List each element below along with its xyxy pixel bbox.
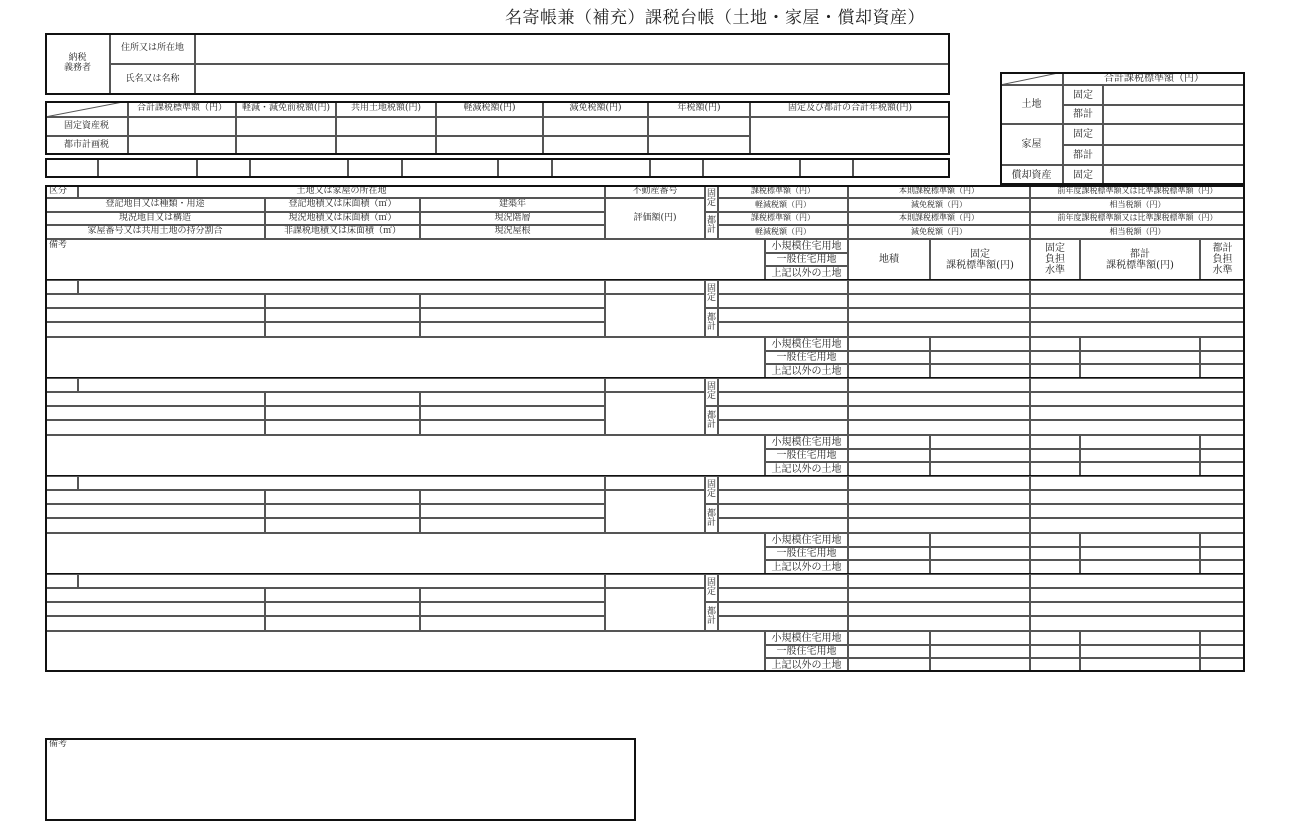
block-remarks-field[interactable]: [45, 337, 765, 378]
land-type-label: 上記以外の土地: [765, 658, 848, 672]
land-type-label: 一般住宅用地: [765, 253, 848, 266]
property-field[interactable]: [45, 294, 265, 308]
summary-header: 年税額(円): [648, 101, 750, 117]
block-remarks-field[interactable]: [45, 631, 765, 672]
strip-cell[interactable]: [402, 158, 498, 178]
remarks-label: 備考: [45, 239, 765, 280]
tax-field[interactable]: [848, 406, 1030, 420]
tax-field[interactable]: [848, 280, 1030, 294]
property-field[interactable]: [45, 392, 265, 406]
property-field[interactable]: [420, 392, 605, 406]
location-field[interactable]: [78, 574, 605, 588]
totals-subcategory: 固定: [1063, 124, 1103, 145]
form-title: 名寄帳兼（補充）課税台帳（土地・家屋・償却資産）: [505, 8, 925, 28]
tax-field[interactable]: [1030, 504, 1245, 518]
city-label: 都 計: [705, 308, 718, 337]
tax-field[interactable]: [1030, 392, 1245, 406]
tax-field[interactable]: [718, 616, 848, 631]
land-type-label: 上記以外の土地: [765, 266, 848, 280]
tax-field[interactable]: [1030, 518, 1245, 533]
land-value-field[interactable]: [1200, 658, 1245, 672]
summary-value[interactable]: [128, 136, 236, 155]
land-value-field[interactable]: [1200, 547, 1245, 560]
summary-value[interactable]: [648, 136, 750, 155]
totals-subcategory: 固定: [1063, 85, 1103, 105]
property-field[interactable]: [45, 504, 265, 518]
land-value-field[interactable]: [1200, 364, 1245, 378]
strip-cell[interactable]: [98, 158, 197, 178]
strip-cell[interactable]: [348, 158, 402, 178]
totals-value[interactable]: [1103, 145, 1245, 165]
land-value-field[interactable]: [1080, 337, 1200, 351]
tax-field[interactable]: [718, 392, 848, 406]
strip-cell[interactable]: [703, 158, 800, 178]
land-column-header: 都計 負担 水準: [1200, 239, 1245, 280]
tax-column-header: 前年度課税標準額又は比準課税標準額（円）: [1030, 212, 1245, 225]
tax-field[interactable]: [848, 490, 1030, 504]
valuation-field[interactable]: [605, 588, 705, 631]
land-type-label: 小規模住宅用地: [765, 631, 848, 645]
fixed-label: 固 定: [705, 185, 718, 212]
tax-field[interactable]: [1030, 378, 1245, 392]
land-value-field[interactable]: [1080, 533, 1200, 547]
land-value-field[interactable]: [1030, 658, 1080, 672]
tax-field[interactable]: [718, 574, 848, 588]
land-value-field[interactable]: [848, 658, 930, 672]
tax-field[interactable]: [848, 588, 1030, 602]
tax-field[interactable]: [848, 294, 1030, 308]
property-field[interactable]: [265, 518, 420, 533]
land-value-field[interactable]: [848, 631, 930, 645]
tax-field[interactable]: [1030, 294, 1245, 308]
tax-column-header: 前年度課税標準額又は比準課税標準額（円）: [1030, 185, 1245, 198]
strip-cell[interactable]: [552, 158, 650, 178]
column-header: 現況屋根: [420, 225, 605, 239]
land-value-field[interactable]: [930, 658, 1030, 672]
city-label: 都 計: [705, 602, 718, 631]
address-label: 住所又は所在地: [110, 33, 195, 64]
tax-field[interactable]: [718, 490, 848, 504]
tax-field[interactable]: [718, 476, 848, 490]
tax-field[interactable]: [718, 322, 848, 337]
land-type-label: 小規模住宅用地: [765, 533, 848, 547]
land-type-label: 上記以外の土地: [765, 462, 848, 476]
property-field[interactable]: [45, 406, 265, 420]
division-field[interactable]: [45, 574, 78, 588]
totals-corner: [1000, 72, 1063, 85]
tax-column-header: 減免税額（円）: [848, 198, 1030, 212]
location-field[interactable]: [78, 378, 605, 392]
tax-field[interactable]: [848, 574, 1030, 588]
property-field[interactable]: [265, 616, 420, 631]
valuation-field[interactable]: [605, 392, 705, 435]
land-type-label: 小規模住宅用地: [765, 239, 848, 253]
tax-field[interactable]: [718, 518, 848, 533]
property-field[interactable]: [45, 490, 265, 504]
property-field[interactable]: [45, 308, 265, 322]
strip-cell[interactable]: [853, 158, 950, 178]
column-header: 現況階層: [420, 212, 605, 225]
summary-value[interactable]: [336, 136, 436, 155]
fixed-label: 固 定: [705, 378, 718, 406]
land-column-header: 固定 負担 水準: [1030, 239, 1080, 280]
land-column-header: 地積: [848, 239, 930, 280]
property-field[interactable]: [45, 322, 265, 337]
column-header: 登記地目又は種類・用途: [45, 198, 265, 212]
land-value-field[interactable]: [1030, 337, 1080, 351]
division-label: 区分: [45, 185, 78, 198]
land-value-field[interactable]: [848, 462, 930, 476]
tax-field[interactable]: [718, 588, 848, 602]
tax-field[interactable]: [848, 308, 1030, 322]
tax-field[interactable]: [848, 392, 1030, 406]
summary-value[interactable]: [336, 117, 436, 136]
summary-value[interactable]: [648, 117, 750, 136]
tax-field[interactable]: [1030, 308, 1245, 322]
property-field[interactable]: [265, 602, 420, 616]
summary-header: 減免税額(円): [543, 101, 648, 117]
city-planning-tax-label: 都市計画税: [45, 136, 128, 155]
summary-value[interactable]: [543, 117, 648, 136]
land-value-field[interactable]: [930, 560, 1030, 574]
valuation-field[interactable]: [605, 490, 705, 533]
land-value-field[interactable]: [1200, 462, 1245, 476]
land-value-field[interactable]: [848, 435, 930, 449]
property-field[interactable]: [265, 308, 420, 322]
land-value-field[interactable]: [848, 645, 930, 658]
tax-field[interactable]: [848, 420, 1030, 435]
land-column-header: 固定 課税標準額(円): [930, 239, 1030, 280]
property-field[interactable]: [420, 294, 605, 308]
address-field[interactable]: [195, 33, 950, 64]
land-value-field[interactable]: [1080, 547, 1200, 560]
fixed-asset-tax-label: 固定資産税: [45, 117, 128, 136]
land-value-field[interactable]: [1200, 533, 1245, 547]
land-value-field[interactable]: [1030, 533, 1080, 547]
totals-category: 家屋: [1000, 124, 1063, 165]
summary-header: 軽減税額(円): [436, 101, 543, 117]
fixed-label: 固 定: [705, 574, 718, 602]
strip-cell[interactable]: [250, 158, 348, 178]
property-field[interactable]: [420, 588, 605, 602]
tax-field[interactable]: [848, 322, 1030, 337]
totals-value[interactable]: [1103, 85, 1245, 105]
land-value-field[interactable]: [1200, 435, 1245, 449]
tax-column-header: 軽減税額（円）: [718, 198, 848, 212]
land-value-field[interactable]: [1200, 351, 1245, 364]
land-value-field[interactable]: [1030, 560, 1080, 574]
land-value-field[interactable]: [1030, 351, 1080, 364]
land-value-field[interactable]: [930, 533, 1030, 547]
property-field[interactable]: [265, 490, 420, 504]
property-field[interactable]: [45, 616, 265, 631]
property-number-field[interactable]: [605, 378, 705, 392]
city-label: 都 計: [705, 212, 718, 239]
tax-column-header: 本則課税標準額（円）: [848, 185, 1030, 198]
land-value-field[interactable]: [1030, 462, 1080, 476]
tax-field[interactable]: [718, 280, 848, 294]
tax-field[interactable]: [1030, 280, 1245, 294]
land-value-field[interactable]: [848, 351, 930, 364]
summary-header: 合計課税標準額（円）: [128, 101, 236, 117]
tax-column-header: 減免税額（円）: [848, 225, 1030, 239]
property-number-field[interactable]: [605, 476, 705, 490]
land-value-field[interactable]: [1080, 631, 1200, 645]
land-value-field[interactable]: [930, 449, 1030, 462]
property-field[interactable]: [45, 588, 265, 602]
combined-annual-tax-value[interactable]: [750, 117, 950, 155]
land-type-label: 小規模住宅用地: [765, 435, 848, 449]
tax-field[interactable]: [1030, 476, 1245, 490]
land-value-field[interactable]: [930, 631, 1030, 645]
land-value-field[interactable]: [930, 364, 1030, 378]
tax-column-header: 課税標準額（円）: [718, 212, 848, 225]
totals-value[interactable]: [1103, 105, 1245, 124]
strip-cell[interactable]: [197, 158, 250, 178]
totals-category: 土地: [1000, 85, 1063, 124]
land-value-field[interactable]: [930, 435, 1030, 449]
summary-value[interactable]: [436, 117, 543, 136]
land-value-field[interactable]: [1080, 658, 1200, 672]
property-field[interactable]: [45, 602, 265, 616]
tax-field[interactable]: [848, 476, 1030, 490]
tax-field[interactable]: [718, 294, 848, 308]
land-value-field[interactable]: [930, 645, 1030, 658]
property-number-field[interactable]: [605, 574, 705, 588]
land-value-field[interactable]: [1030, 645, 1080, 658]
land-value-field[interactable]: [1200, 449, 1245, 462]
column-header: 登記地積又は床面積（㎡）: [265, 198, 420, 212]
property-field[interactable]: [420, 308, 605, 322]
bottom-remarks-box: 備考: [45, 738, 636, 821]
summary-value[interactable]: [436, 136, 543, 155]
tax-field[interactable]: [1030, 406, 1245, 420]
land-value-field[interactable]: [1030, 449, 1080, 462]
tax-field[interactable]: [718, 602, 848, 616]
land-value-field[interactable]: [1080, 449, 1200, 462]
land-value-field[interactable]: [930, 351, 1030, 364]
land-value-field[interactable]: [1080, 560, 1200, 574]
property-field[interactable]: [265, 420, 420, 435]
block-remarks-field[interactable]: [45, 435, 765, 476]
land-value-field[interactable]: [1080, 435, 1200, 449]
totals-category: 償却資産: [1000, 165, 1063, 185]
property-field[interactable]: [265, 392, 420, 406]
column-header: 家屋番号又は共用土地の持分割合: [45, 225, 265, 239]
property-field[interactable]: [265, 406, 420, 420]
tax-field[interactable]: [848, 504, 1030, 518]
land-type-label: 上記以外の土地: [765, 364, 848, 378]
land-type-label: 一般住宅用地: [765, 351, 848, 364]
location-field[interactable]: [78, 476, 605, 490]
block-remarks-field[interactable]: [45, 533, 765, 574]
city-label: 都 計: [705, 406, 718, 435]
location-label: 土地又は家屋の所在地: [78, 185, 605, 198]
tax-column-header: 課税標準額（円）: [718, 185, 848, 198]
land-value-field[interactable]: [1080, 645, 1200, 658]
column-header: 現況地積又は床面積（㎡）: [265, 212, 420, 225]
division-field[interactable]: [45, 378, 78, 392]
totals-header: 合計課税標準額（円）: [1063, 72, 1245, 85]
tax-field[interactable]: [1030, 490, 1245, 504]
tax-field[interactable]: [718, 406, 848, 420]
summary-value[interactable]: [236, 136, 336, 155]
land-value-field[interactable]: [1030, 631, 1080, 645]
land-value-field[interactable]: [1080, 364, 1200, 378]
property-field[interactable]: [420, 504, 605, 518]
land-type-label: 上記以外の土地: [765, 560, 848, 574]
land-value-field[interactable]: [1030, 547, 1080, 560]
tax-field[interactable]: [1030, 574, 1245, 588]
summary-header: 固定及び都計の合計年税額(円): [750, 101, 950, 117]
totals-subcategory: 都計: [1063, 145, 1103, 165]
land-value-field[interactable]: [1200, 560, 1245, 574]
tax-column-header: 軽減税額（円）: [718, 225, 848, 239]
land-type-label: 一般住宅用地: [765, 547, 848, 560]
property-field[interactable]: [420, 420, 605, 435]
property-number-label: 不動産番号: [605, 185, 705, 198]
property-field[interactable]: [45, 518, 265, 533]
land-value-field[interactable]: [1200, 337, 1245, 351]
totals-subcategory: 都計: [1063, 105, 1103, 124]
totals-value[interactable]: [1103, 124, 1245, 145]
property-field[interactable]: [265, 322, 420, 337]
property-number-field[interactable]: [605, 280, 705, 294]
tax-field[interactable]: [718, 378, 848, 392]
land-value-field[interactable]: [1030, 364, 1080, 378]
strip-cell[interactable]: [800, 158, 853, 178]
land-value-field[interactable]: [1200, 645, 1245, 658]
tax-column-header: 相当税額（円）: [1030, 198, 1245, 212]
summary-value[interactable]: [128, 117, 236, 136]
land-value-field[interactable]: [848, 364, 930, 378]
fixed-label: 固 定: [705, 280, 718, 308]
property-field[interactable]: [420, 616, 605, 631]
division-field[interactable]: [45, 476, 78, 490]
property-field[interactable]: [420, 406, 605, 420]
land-value-field[interactable]: [930, 547, 1030, 560]
land-value-field[interactable]: [1080, 351, 1200, 364]
tax-column-header: 本則課税標準額（円）: [848, 212, 1030, 225]
tax-column-header: 相当税額（円）: [1030, 225, 1245, 239]
tax-field[interactable]: [1030, 322, 1245, 337]
property-field[interactable]: [420, 490, 605, 504]
fixed-label: 固 定: [705, 476, 718, 504]
property-field[interactable]: [420, 322, 605, 337]
land-type-label: 小規模住宅用地: [765, 337, 848, 351]
land-value-field[interactable]: [848, 533, 930, 547]
tax-field[interactable]: [1030, 588, 1245, 602]
land-value-field[interactable]: [1030, 435, 1080, 449]
property-field[interactable]: [265, 504, 420, 518]
city-label: 都 計: [705, 504, 718, 533]
totals-value[interactable]: [1103, 165, 1245, 185]
tax-field[interactable]: [1030, 602, 1245, 616]
tax-field[interactable]: [848, 616, 1030, 631]
tax-field[interactable]: [848, 378, 1030, 392]
tax-field[interactable]: [1030, 420, 1245, 435]
land-type-label: 一般住宅用地: [765, 645, 848, 658]
summary-header: 軽減・減免前税額(円): [236, 101, 336, 117]
tax-field[interactable]: [718, 504, 848, 518]
name-label: 氏名又は名称: [110, 64, 195, 95]
land-value-field[interactable]: [1200, 631, 1245, 645]
property-field[interactable]: [265, 588, 420, 602]
land-column-header: 都計 課税標準額(円): [1080, 239, 1200, 280]
strip-cell[interactable]: [45, 158, 98, 178]
tax-field[interactable]: [848, 518, 1030, 533]
valuation-field[interactable]: [605, 294, 705, 337]
tax-field[interactable]: [848, 602, 1030, 616]
land-value-field[interactable]: [848, 337, 930, 351]
land-value-field[interactable]: [930, 462, 1030, 476]
land-value-field[interactable]: [848, 560, 930, 574]
column-header: 非課税地積又は床面積（㎡）: [265, 225, 420, 239]
valuation-label: 評価額(円): [605, 198, 705, 239]
tax-field[interactable]: [718, 308, 848, 322]
property-field[interactable]: [45, 420, 265, 435]
division-field[interactable]: [45, 280, 78, 294]
summary-value[interactable]: [236, 117, 336, 136]
land-value-field[interactable]: [930, 337, 1030, 351]
summary-value[interactable]: [543, 136, 648, 155]
property-field[interactable]: [420, 518, 605, 533]
tax-field[interactable]: [1030, 616, 1245, 631]
column-header: 現況地目又は構造: [45, 212, 265, 225]
tax-field[interactable]: [718, 420, 848, 435]
land-value-field[interactable]: [848, 547, 930, 560]
property-field[interactable]: [420, 602, 605, 616]
land-value-field[interactable]: [848, 449, 930, 462]
property-field[interactable]: [265, 294, 420, 308]
land-type-label: 一般住宅用地: [765, 449, 848, 462]
location-field[interactable]: [78, 280, 605, 294]
summary-header: 共用土地税額(円): [336, 101, 436, 117]
strip-cell[interactable]: [650, 158, 703, 178]
column-header: 建築年: [420, 198, 605, 212]
header-corner: [45, 101, 128, 117]
name-field[interactable]: [195, 64, 950, 95]
strip-cell[interactable]: [498, 158, 552, 178]
totals-subcategory: 固定: [1063, 165, 1103, 185]
land-value-field[interactable]: [1080, 462, 1200, 476]
taxpayer-label: 納税 義務者: [45, 33, 110, 95]
